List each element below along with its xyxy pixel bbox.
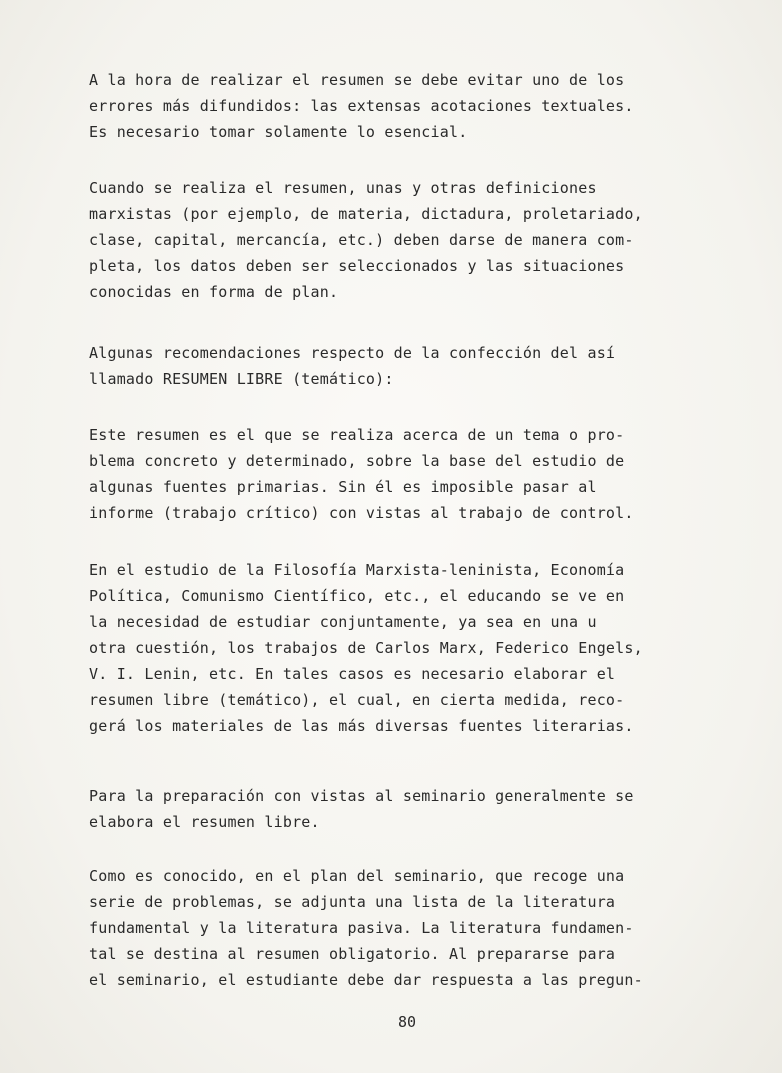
text-line: marxistas (por ejemplo, de materia, dictadura, proletariado, [89,205,643,223]
text-line: Como es conocido, en el plan del seminario, que recoge una [89,867,625,885]
text-line: conocidas en forma de plan. [89,283,339,301]
text-line: serie de problemas, se adjunta una lista de la literatura [89,893,616,911]
text-line: errores más difundidos: las extensas acotaciones textuales. [89,97,634,115]
text-line: otra cuestión, los trabajos de Carlos Marx, Federico Engels, [89,639,643,657]
text-line: resumen libre (temático), el cual, en cierta medida, reco- [89,691,625,709]
text-line: informe (trabajo crítico) con vistas al trabajo de control. [89,504,634,522]
text-line: pleta, los datos deben ser seleccionados y las situaciones [89,257,625,275]
text-line: En el estudio de la Filosofía Marxista-leninista, Economía [89,561,625,579]
paragraph-1 [89,67,759,145]
text-line: gerá los materiales de las más diversas fuentes literarias. [89,717,634,735]
paragraph-6 [89,783,759,835]
paragraph-3 [89,340,759,392]
text-line: Algunas recomendaciones respecto de la confección del así [89,344,616,362]
text-line: Política, Comunismo Científico, etc., el educando se ve en [89,587,625,605]
text-line: Es necesario tomar solamente lo esencial. [89,123,468,141]
page-number: 80 [398,1013,417,1031]
paragraph-5 [89,557,759,739]
paragraph-4 [89,422,759,526]
text-line: Cuando se realiza el resumen, unas y otras definiciones [89,179,597,197]
text-line: blema concreto y determinado, sobre la base del estudio de [89,452,625,470]
text-line: elabora el resumen libre. [89,813,320,831]
text-line: Para la preparación con vistas al seminario generalmente se [89,787,634,805]
text-line: tal se destina al resumen obligatorio. Al prepararse para [89,945,616,963]
paragraph-2 [89,175,759,305]
text-line: V. I. Lenin, etc. En tales casos es necesario elaborar el [89,665,616,683]
text-line: el seminario, el estudiante debe dar respuesta a las pregun- [89,971,643,989]
text-line: la necesidad de estudiar conjuntamente, ya sea en una u [89,613,597,631]
text-line: A la hora de realizar el resumen se debe evitar uno de los [89,71,625,89]
text-line: algunas fuentes primarias. Sin él es imposible pasar al [89,478,597,496]
text-line: llamado RESUMEN LIBRE (temático): [89,370,394,388]
text-line: fundamental y la literatura pasiva. La literatura fundamen- [89,919,634,937]
text-line: clase, capital, mercancía, etc.) deben darse de manera com- [89,231,634,249]
text-line: Este resumen es el que se realiza acerca de un tema o pro- [89,426,625,444]
paragraph-7 [89,863,759,993]
